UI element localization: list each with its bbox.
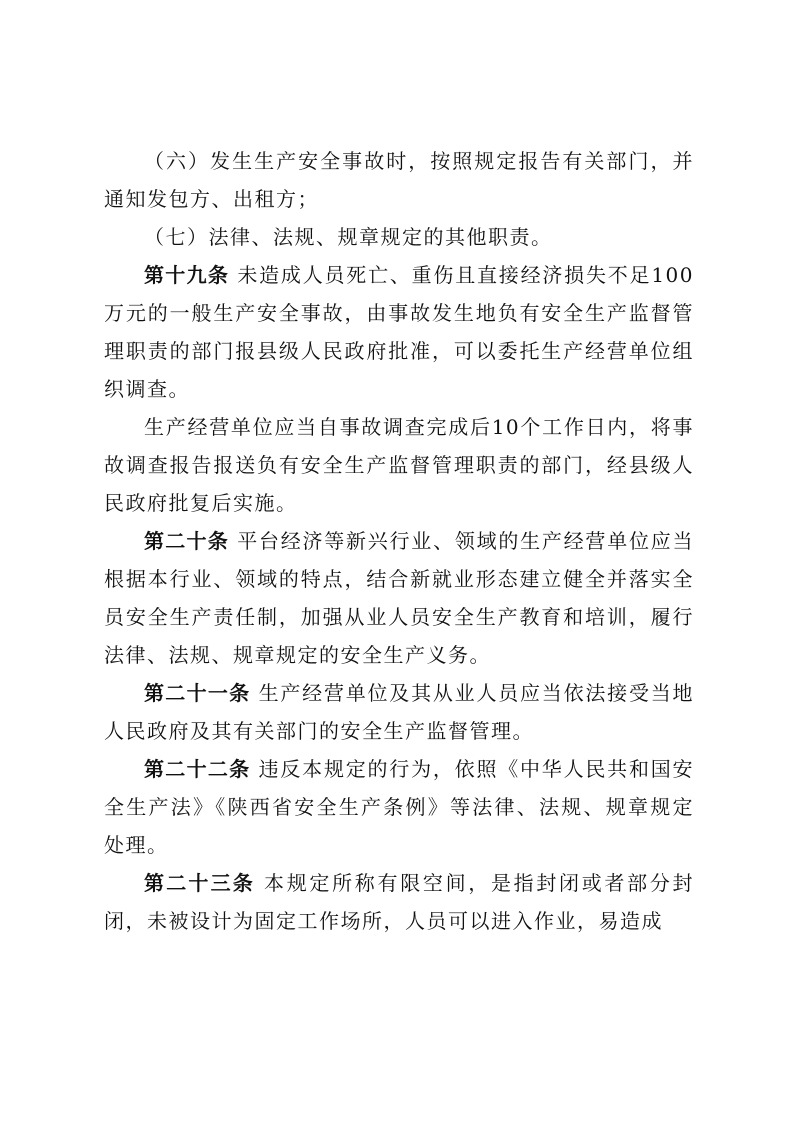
- paragraph: [104, 256, 694, 408]
- paragraph: [104, 522, 694, 674]
- paragraph-text: 生产经营单位应当自事故调查完成后10个工作日内，将事故调查报告报送负有安全生产监督管理职责的部门，经县级人民政府批复后实施。: [104, 415, 694, 515]
- paragraph: [104, 750, 694, 864]
- document-body: [104, 142, 694, 940]
- paragraph: [104, 674, 694, 750]
- paragraph: [104, 218, 694, 256]
- article-heading: 第二十条: [144, 529, 230, 553]
- paragraph: [104, 408, 694, 522]
- article-heading: 第十九条: [144, 263, 230, 287]
- article-heading: 第二十二条: [144, 757, 251, 781]
- article-heading: 第二十三条: [144, 871, 255, 895]
- paragraph-text: 违反本规定的行为，依照《中华人民共和国安全生产法》《陕西省安全生产条例》等法律、法规、规章规定处理。: [104, 757, 695, 857]
- paragraph-text: （六）发生生产安全事故时，按照规定报告有关部门，并通知发包方、出租方；: [104, 149, 694, 211]
- paragraph-text: 本规定所称有限空间，是指封闭或者部分封闭，未被设计为固定工作场所，人员可以进入作业，易造成: [104, 871, 695, 933]
- paragraph-text: 未造成人员死亡、重伤且直接经济损失不足100万元的一般生产安全事故，由事故发生地负有安全生产监督管理职责的部门报县级人民政府批准，可以委托生产经营单位组织调查。: [104, 263, 695, 401]
- paragraph: [104, 864, 694, 940]
- paragraph-text: 生产经营单位及其从业人员应当依法接受当地人民政府及其有关部门的安全生产监督管理。: [104, 681, 695, 743]
- paragraph-text: 平台经济等新兴行业、领域的生产经营单位应当根据本行业、领域的特点，结合新就业形态建立健全并落实全员安全生产责任制，加强从业人员安全生产教育和培训，履行法律、法规、规章规定的安全生产义务。: [104, 529, 694, 667]
- article-heading: 第二十一条: [144, 681, 251, 705]
- paragraph-text: （七）法律、法规、规章规定的其他职责。: [144, 225, 553, 249]
- paragraph: [104, 142, 694, 218]
